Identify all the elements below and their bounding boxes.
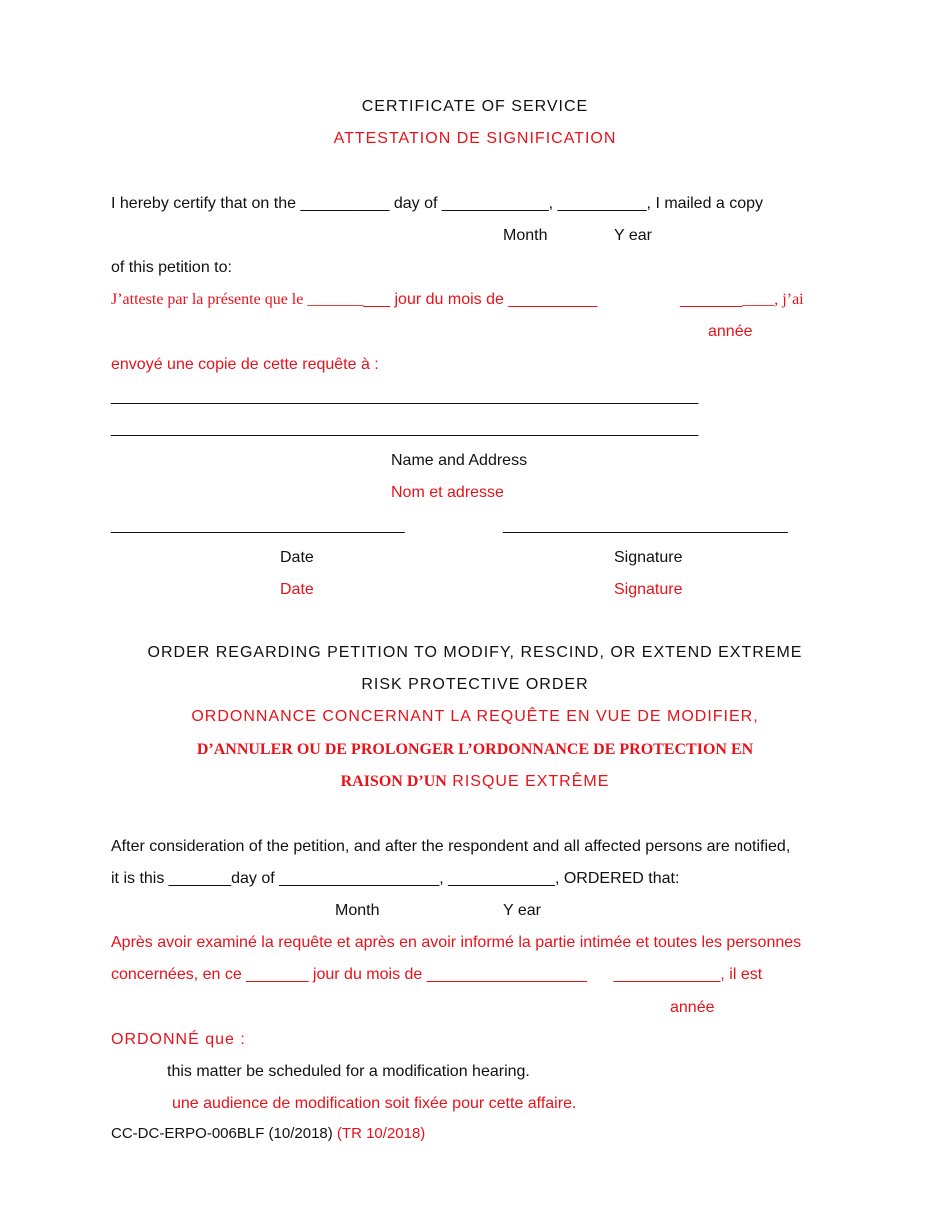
address-line-2: __________________________________________________________________ xyxy=(111,420,699,437)
month-label: Month xyxy=(503,227,548,244)
order-title-en-1: ORDER REGARDING PETITION TO MODIFY, RESCIND, OR EXTEND EXTREME xyxy=(147,644,803,661)
order-title-en-2: RISK PROTECTIVE ORDER xyxy=(361,676,589,693)
year-label: Y ear xyxy=(614,227,652,244)
order-title-fr-2: D’ANNULER OU DE PROLONGER L’ORDONNANCE DE PROTECTION EN xyxy=(196,741,754,758)
order-title-fr-1: ORDONNANCE CONCERNANT LA REQUÊTE EN VUE DE MODIFIER, xyxy=(191,708,759,725)
form-revision: (10/2018) xyxy=(264,1125,333,1142)
certify-fr-year-blank xyxy=(680,290,804,310)
certify-fr-part-b: ___ jour du mois de __________ xyxy=(363,291,598,308)
certify-fr-part-d: ____ xyxy=(742,291,775,308)
signature-line: ________________________________ xyxy=(503,517,788,534)
certificate-title-fr: ATTESTATION DE SIGNIFICATION xyxy=(333,130,617,147)
name-address-label-en: Name and Address xyxy=(391,452,528,469)
date-label-en: Date xyxy=(280,549,314,566)
order-body-en-1: After consideration of the petition, and after the respondent and all affected persons are notified, xyxy=(111,838,791,855)
certify-line-fr xyxy=(111,290,597,310)
order-annee-label: année xyxy=(670,999,715,1016)
date-label-fr: Date xyxy=(280,581,314,598)
order-month-label: Month xyxy=(335,902,380,919)
signature-label-en: Signature xyxy=(614,549,683,566)
petition-to-line-en: of this petition to: xyxy=(111,259,232,276)
order-body-fr-2: concernées, en ce _______ jour du mois de __________________ ____________, il est xyxy=(111,966,763,983)
form-translation: (TR 10/2018) xyxy=(332,1125,426,1142)
order-body-fr-1: Après avoir examiné la requête et après en avoir informé la partie intimée et toutes les personnes xyxy=(111,934,802,951)
certify-fr-part-e: , j’ai xyxy=(774,291,804,308)
ordonne-label: ORDONNÉ que : xyxy=(111,1031,246,1048)
name-address-label-fr: Nom et adresse xyxy=(391,484,504,501)
certify-line-en: I hereby certify that on the __________ day of ____________, __________, I mailed a copy xyxy=(111,195,764,212)
annee-label: année xyxy=(708,323,753,340)
order-title-fr-3a: RAISON D’UN xyxy=(340,773,447,790)
order-title-fr-3 xyxy=(0,772,950,792)
petition-to-line-fr: envoyé une copie de cette requête à : xyxy=(111,356,379,373)
date-signature-line: _________________________________ xyxy=(111,517,405,534)
certify-fr-part-a: J’atteste par la présente que le _______ xyxy=(111,291,364,308)
order-title-fr-3b: RISQUE EXTRÊME xyxy=(446,773,610,790)
order-item-fr: une audience de modification soit fixée pour cette affaire. xyxy=(172,1095,577,1112)
certify-fr-part-c: _______ xyxy=(680,291,743,308)
order-year-label: Y ear xyxy=(503,902,541,919)
certificate-title-en: CERTIFICATE OF SERVICE xyxy=(361,98,589,115)
address-line-1: __________________________________________________________________ xyxy=(111,388,699,405)
form-code: CC-DC-ERPO-006BLF xyxy=(111,1125,265,1142)
form-footer xyxy=(111,1124,425,1144)
order-body-en-2: it is this _______day of __________________, ____________, ORDERED that: xyxy=(111,870,680,887)
order-item-en: this matter be scheduled for a modification hearing. xyxy=(167,1063,530,1080)
signature-label-fr: Signature xyxy=(614,581,683,598)
